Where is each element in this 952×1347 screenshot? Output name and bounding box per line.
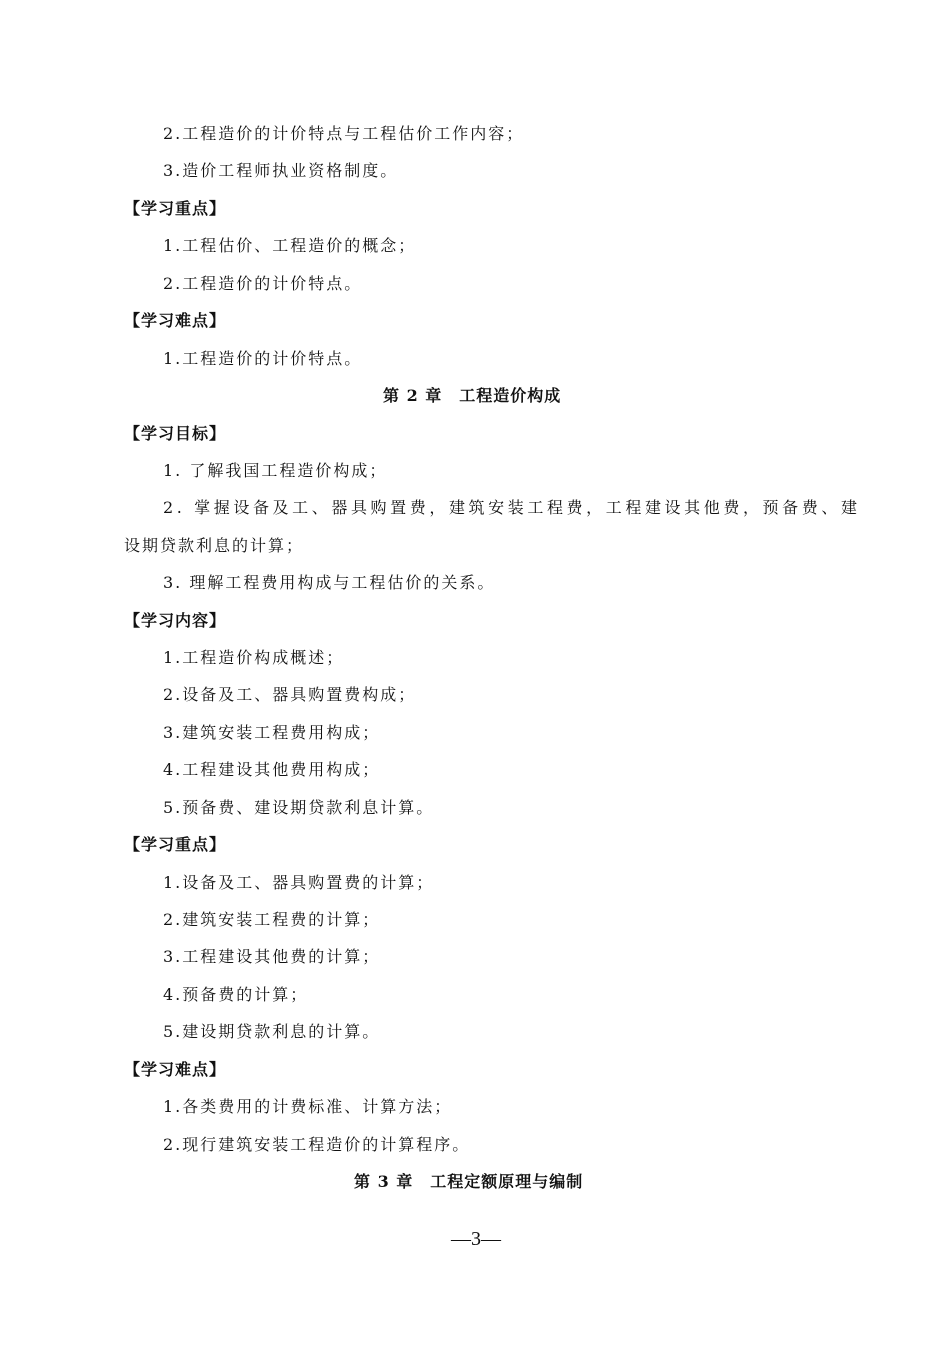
list-item: 1.设备及工、器具购置费的计算； [163,873,435,892]
list-item: 1.工程估价、工程造价的概念； [163,236,417,255]
list-item: 5.建设期贷款利息的计算。 [163,1022,381,1041]
paragraph-line: 设期贷款利息的计算； [124,536,305,555]
chapter-title: 第 3 章 工程定额原理与编制 [354,1172,584,1191]
list-item: 3.造价工程师执业资格制度。 [163,161,399,180]
list-item: 2.工程造价的计价特点。 [163,274,363,293]
list-item: 1.各类费用的计费标准、计算方法； [163,1097,453,1116]
section-heading: 【学习重点】 [124,199,227,218]
list-item: 4.工程建设其他费用构成； [163,760,381,779]
list-item: 3.建筑安装工程费用构成； [163,723,381,742]
section-heading: 【学习难点】 [124,1060,227,1079]
list-item: 2.设备及工、器具购置费构成； [163,685,417,704]
chapter-title: 第 2 章 工程造价构成 [383,386,562,405]
list-item: 2.现行建筑安装工程造价的计算程序。 [163,1135,471,1154]
paragraph-line: 2. 掌握设备及工、器具购置费，建筑安装工程费，工程建设其他费，预备费、建 [163,498,861,517]
section-heading: 【学习目标】 [124,424,227,443]
list-item: 2.建筑安装工程费的计算； [163,910,381,929]
list-item: 1. 了解我国工程造价构成； [163,461,388,480]
list-item: 1.工程造价构成概述； [163,648,345,667]
list-item: 1.工程造价的计价特点。 [163,349,363,368]
section-heading: 【学习重点】 [124,835,227,854]
list-item: 3.工程建设其他费的计算； [163,947,381,966]
list-item: 3. 理解工程费用构成与工程估价的关系。 [163,573,496,592]
page-number: —3— [451,1228,501,1250]
list-item: 4.预备费的计算； [163,985,309,1004]
list-item: 5.预备费、建设期贷款利息计算。 [163,798,435,817]
list-item: 2.工程造价的计价特点与工程估价工作内容； [163,124,525,143]
section-heading: 【学习难点】 [124,311,227,330]
section-heading: 【学习内容】 [124,611,227,630]
